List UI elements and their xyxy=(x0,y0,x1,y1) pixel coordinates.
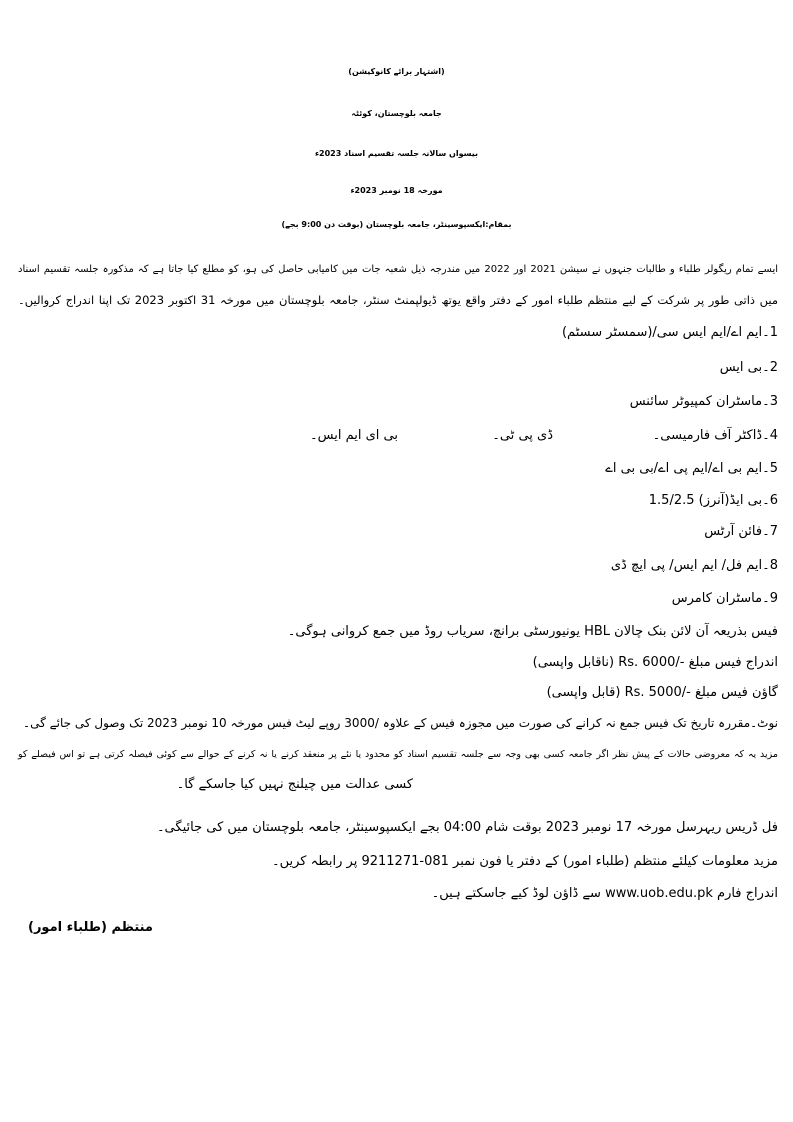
intro-line-2: میں ذاتی طور پر شرکت کے لیے منتظم طلباء امور کے دفتر واقع یوتھ ڈیولپمنٹ سنٹر، جامعہ بلوچستان میں مورخہ 31 اکتوبر 2023 تک اپنا اندراج کروالیں۔ xyxy=(18,293,778,307)
disclaimer-line-2: کسی عدالت میں چیلنج نہیں کیا جاسکے گا۔ xyxy=(176,777,413,792)
convocation-title: بیسواں سالانہ جلسہ تقسیم اسناد 2023ء xyxy=(314,149,479,158)
program-item: 7۔فائن آرٹس xyxy=(704,524,778,539)
notice-title: (اشتہار برائے کانوکیشن) xyxy=(348,67,445,76)
program-item: 3۔ماسٹران کمپیوٹر سائنس xyxy=(629,394,778,409)
convocation-venue: بمقام:ایکسپوسینٹر، جامعہ بلوچستان (بوقت دن 9:00 بجے) xyxy=(281,220,512,229)
convocation-date: مورخہ 18 نومبر 2023ء xyxy=(350,186,443,195)
late-fee-note: نوٹ۔مقررہ تاریخ تک فیس جمع نہ کرانے کی صورت میں مجوزہ فیس کے علاوہ /3000 روپے لیٹ فیس مورخہ 10 نومبر 2023 تک وصول کی جائے گی۔ xyxy=(23,716,778,730)
program-item-bems: بی ای ایم ایس۔ xyxy=(310,428,398,443)
program-item: 2۔بی ایس xyxy=(719,360,778,375)
university-name: جامعہ بلوچستان، کوئٹہ xyxy=(351,109,442,118)
fee-payment-method: فیس بذریعہ آن لائن بنک چالان HBL یونیورسٹی برانچ، سریاب روڈ میں جمع کروانی ہوگی۔ xyxy=(287,624,778,639)
gown-fee: گاؤن فیس مبلغ -/Rs. 5000 (قابل واپسی) xyxy=(546,685,778,700)
disclaimer-line-1: مزید یہ کہ معروضی حالات کے پیش نظر اگر جامعہ کسی بھی وجہ سے جلسہ تقسیم اسناد کو محدود یا نئے پر منعقد کرنے یا نہ کرنے کے حوالے سے کوئی فیصلہ کرتی ہے تو اس فیصلے کو xyxy=(18,749,778,760)
rehearsal-note: فل ڈریس ریہرسل مورخہ 17 نومبر 2023 بوقت شام 04:00 بجے ایکسپوسینٹر، جامعہ بلوچستان میں کی جائیگی۔ xyxy=(156,820,778,835)
registration-fee: اندراج فیس مبلغ -/Rs. 6000 (ناقابل واپسی) xyxy=(532,655,778,670)
program-item: 6۔بی ایڈ(آنرز) 1.5/2.5 xyxy=(648,493,778,508)
program-item: 4۔ڈاکٹر آف فارمیسی۔ xyxy=(652,428,778,443)
contact-note: مزید معلومات کیلئے منتظم (طلباء امور) کے دفتر یا فون نمبر 081-9211271 پر رابطہ کریں۔ xyxy=(271,854,778,869)
program-item: 5۔ایم بی اے/ایم پی اے/بی بی اے xyxy=(605,461,778,476)
program-item: 8۔ایم فل/ ایم ایس/ پی ایچ ڈی xyxy=(610,558,778,573)
signature: منتظم (طلباء امور) xyxy=(28,920,153,935)
program-item-dpt: ڈی پی ٹی۔ xyxy=(492,428,553,443)
intro-line-1: ایسے تمام ریگولر طلباء و طالبات جنہوں نے سیشن 2021 اور 2022 میں مندرجہ ذیل شعبہ جات میں کامیابی حاصل کی ہو، کو مطلع کیا جاتا ہے کہ مذکورہ جلسہ تقسیم اسناد xyxy=(18,264,779,275)
download-note[interactable]: اندراج فارم www.uob.edu.pk سے ڈاؤن لوڈ کیے جاسکتے ہیں۔ xyxy=(431,886,778,901)
program-item: 9۔ماسٹران کامرس xyxy=(671,591,778,606)
program-item: 1۔ایم اے/ایم ایس سی/(سمسٹر سسٹم) xyxy=(561,325,778,340)
